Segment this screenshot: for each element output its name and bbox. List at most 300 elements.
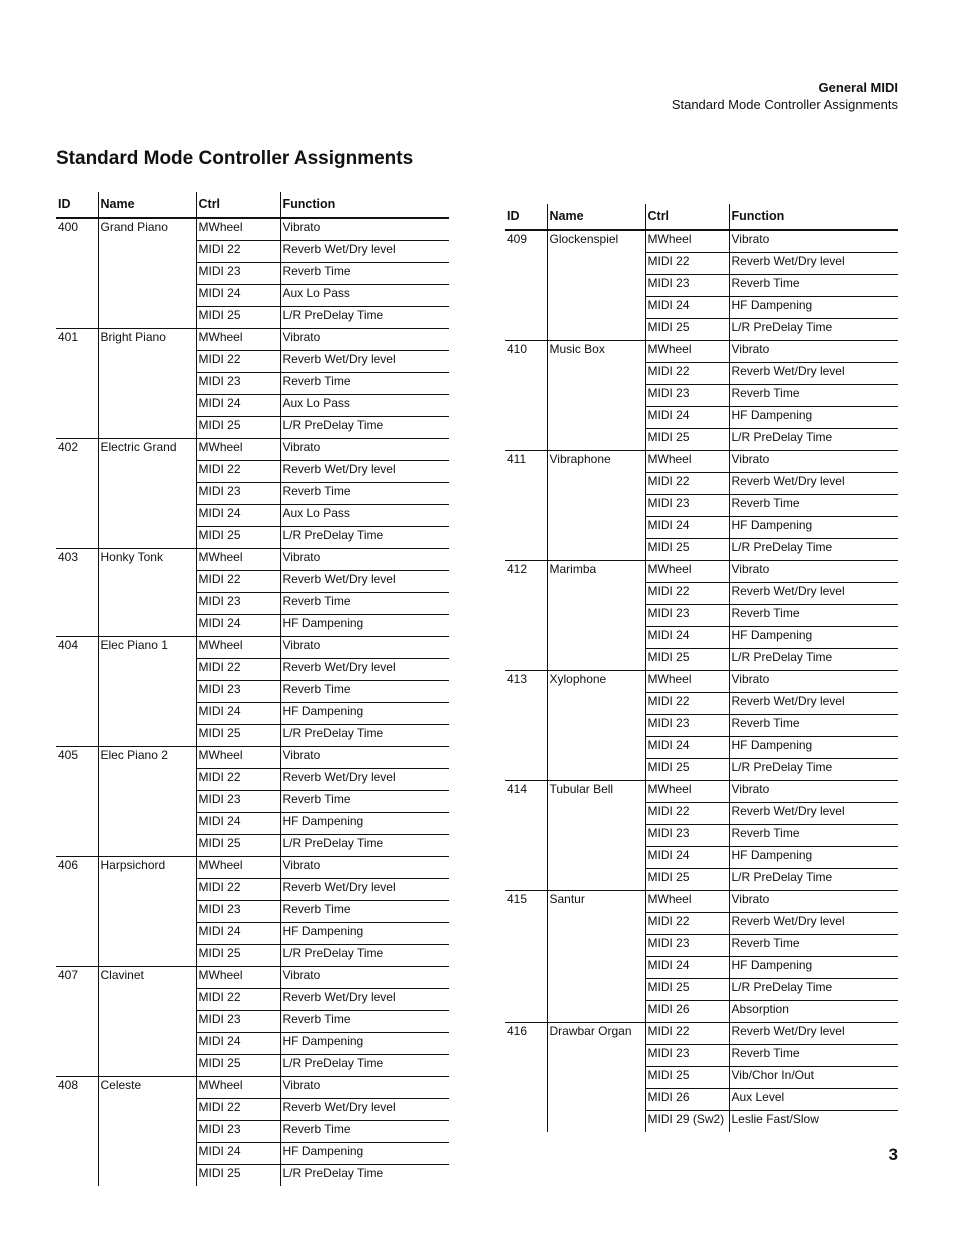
- function-cell: Reverb Time: [280, 681, 449, 703]
- controller-cell: MIDI 22: [196, 659, 280, 681]
- program-name: Honky Tonk: [98, 549, 196, 571]
- controller-cell: MWheel: [645, 781, 729, 803]
- program-id: 413: [505, 671, 547, 693]
- program-id: [505, 275, 547, 297]
- function-cell: Reverb Wet/Dry level: [729, 693, 898, 715]
- table-row: [56, 835, 449, 857]
- table-row: [56, 351, 449, 373]
- program-id: [505, 825, 547, 847]
- program-id: [56, 1011, 98, 1033]
- table-row: [56, 989, 449, 1011]
- table-row: [56, 1143, 449, 1165]
- controller-cell: MIDI 24: [645, 517, 729, 539]
- table-row: [56, 241, 449, 263]
- program-id: [56, 681, 98, 703]
- program-id: 403: [56, 549, 98, 571]
- function-cell: HF Dampening: [729, 957, 898, 979]
- program-id: [56, 989, 98, 1011]
- controller-cell: MWheel: [645, 671, 729, 693]
- table-row: [505, 957, 898, 979]
- program-name: Celeste: [98, 1077, 196, 1099]
- table-row: [505, 803, 898, 825]
- function-cell: Reverb Time: [729, 1045, 898, 1067]
- function-cell: Vibrato: [280, 329, 449, 351]
- program-id: [505, 1067, 547, 1089]
- controller-cell: MIDI 22: [196, 571, 280, 593]
- program-name: [98, 681, 196, 703]
- controller-cell: MIDI 25: [196, 307, 280, 329]
- program-id: [56, 615, 98, 637]
- program-id: [505, 605, 547, 627]
- column-header-id: ID: [505, 204, 547, 230]
- program-name: Tubular Bell: [547, 781, 645, 803]
- program-name: [547, 363, 645, 385]
- function-cell: Vibrato: [280, 637, 449, 659]
- table-row: [505, 737, 898, 759]
- function-cell: Reverb Time: [729, 935, 898, 957]
- program-id: [505, 363, 547, 385]
- program-name: [98, 505, 196, 527]
- table-row: [56, 879, 449, 901]
- function-cell: Vibrato: [280, 218, 449, 241]
- program-id: 404: [56, 637, 98, 659]
- table-row: [505, 407, 898, 429]
- table-row: [56, 285, 449, 307]
- program-name: [547, 1067, 645, 1089]
- program-id: [56, 1143, 98, 1165]
- function-cell: L/R PreDelay Time: [729, 979, 898, 1001]
- program-id: [56, 505, 98, 527]
- controller-cell: MIDI 24: [196, 923, 280, 945]
- column-header-id: ID: [56, 192, 98, 218]
- table-row: [505, 605, 898, 627]
- function-cell: Vibrato: [280, 549, 449, 571]
- program-name: [547, 715, 645, 737]
- function-cell: Absorption: [729, 1001, 898, 1023]
- program-name: [98, 1121, 196, 1143]
- program-name: [547, 583, 645, 605]
- table-row: [505, 979, 898, 1001]
- program-name: [98, 241, 196, 263]
- controller-cell: MIDI 26: [645, 1001, 729, 1023]
- function-cell: HF Dampening: [729, 737, 898, 759]
- program-name: [547, 759, 645, 781]
- table-row: [505, 561, 898, 583]
- function-cell: Vib/Chor In/Out: [729, 1067, 898, 1089]
- program-id: [56, 417, 98, 439]
- table-row: [505, 363, 898, 385]
- function-cell: L/R PreDelay Time: [729, 429, 898, 451]
- controller-cell: MWheel: [645, 561, 729, 583]
- function-cell: Vibrato: [729, 561, 898, 583]
- controller-cell: MIDI 22: [196, 879, 280, 901]
- program-id: [505, 737, 547, 759]
- program-name: Vibraphone: [547, 451, 645, 473]
- function-cell: Aux Lo Pass: [280, 285, 449, 307]
- table-row: [56, 263, 449, 285]
- function-cell: Reverb Wet/Dry level: [280, 659, 449, 681]
- table-row: [56, 857, 449, 879]
- program-name: [547, 825, 645, 847]
- program-name: [98, 725, 196, 747]
- table-row: [56, 307, 449, 329]
- controller-cell: MIDI 24: [645, 407, 729, 429]
- controller-cell: MIDI 23: [196, 681, 280, 703]
- program-name: [98, 395, 196, 417]
- table-row: [56, 329, 449, 351]
- program-id: 402: [56, 439, 98, 461]
- function-cell: L/R PreDelay Time: [729, 539, 898, 561]
- program-name: Elec Piano 1: [98, 637, 196, 659]
- program-id: [56, 725, 98, 747]
- table-row: [56, 637, 449, 659]
- table-row: [56, 461, 449, 483]
- function-cell: Vibrato: [729, 451, 898, 473]
- controller-cell: MIDI 24: [196, 1143, 280, 1165]
- controller-cell: MIDI 23: [196, 263, 280, 285]
- function-cell: HF Dampening: [729, 297, 898, 319]
- table-row: [56, 1121, 449, 1143]
- function-cell: Reverb Time: [280, 373, 449, 395]
- program-name: [98, 1143, 196, 1165]
- table-row: [505, 319, 898, 341]
- table-row: [505, 1045, 898, 1067]
- controller-cell: MIDI 24: [196, 395, 280, 417]
- program-id: [56, 571, 98, 593]
- program-id: [56, 593, 98, 615]
- program-id: [56, 373, 98, 395]
- table-row: [56, 901, 449, 923]
- function-cell: L/R PreDelay Time: [280, 1055, 449, 1077]
- program-id: [505, 539, 547, 561]
- table-row: [505, 495, 898, 517]
- function-cell: L/R PreDelay Time: [729, 649, 898, 671]
- program-name: [98, 835, 196, 857]
- program-name: [547, 517, 645, 539]
- controller-cell: MIDI 23: [645, 605, 729, 627]
- controller-cell: MIDI 22: [645, 913, 729, 935]
- controller-table-right: [505, 204, 898, 1132]
- program-name: [98, 1099, 196, 1121]
- program-id: [56, 1033, 98, 1055]
- program-name: Marimba: [547, 561, 645, 583]
- program-id: [56, 285, 98, 307]
- program-name: [547, 935, 645, 957]
- program-id: [56, 923, 98, 945]
- program-id: [56, 395, 98, 417]
- controller-cell: MWheel: [645, 891, 729, 913]
- program-id: 414: [505, 781, 547, 803]
- program-id: [56, 307, 98, 329]
- controller-cell: MIDI 23: [645, 935, 729, 957]
- column-header-function: Function: [280, 192, 449, 218]
- program-name: [547, 803, 645, 825]
- program-id: [505, 429, 547, 451]
- controller-cell: MIDI 25: [645, 319, 729, 341]
- table-row: [505, 649, 898, 671]
- controller-cell: MIDI 25: [645, 429, 729, 451]
- table-row: [56, 417, 449, 439]
- program-name: [547, 297, 645, 319]
- program-name: [547, 957, 645, 979]
- controller-cell: MIDI 24: [196, 703, 280, 725]
- program-id: [505, 869, 547, 891]
- program-id: [505, 253, 547, 275]
- table-row: [505, 825, 898, 847]
- table-header-row: [56, 192, 449, 218]
- function-cell: Reverb Wet/Dry level: [280, 351, 449, 373]
- controller-cell: MIDI 22: [196, 1099, 280, 1121]
- controller-cell: MIDI 25: [196, 1165, 280, 1187]
- controller-cell: MWheel: [196, 439, 280, 461]
- function-cell: Vibrato: [280, 747, 449, 769]
- function-cell: HF Dampening: [280, 615, 449, 637]
- program-id: [56, 659, 98, 681]
- table-row: [505, 1111, 898, 1133]
- running-header-title: General MIDI: [818, 80, 898, 95]
- table-row: [505, 253, 898, 275]
- controller-cell: MWheel: [196, 1077, 280, 1099]
- table-row: [505, 1089, 898, 1111]
- program-name: [547, 539, 645, 561]
- program-name: Drawbar Organ: [547, 1023, 645, 1045]
- program-id: 406: [56, 857, 98, 879]
- table-row: [56, 218, 449, 241]
- table-row: [505, 869, 898, 891]
- program-name: [98, 263, 196, 285]
- function-cell: HF Dampening: [280, 923, 449, 945]
- program-id: 411: [505, 451, 547, 473]
- program-name: [547, 979, 645, 1001]
- page-title: Standard Mode Controller Assignments: [56, 148, 414, 169]
- program-id: 408: [56, 1077, 98, 1099]
- program-name: [547, 627, 645, 649]
- program-id: [505, 319, 547, 341]
- table-row: [505, 429, 898, 451]
- function-cell: Reverb Wet/Dry level: [729, 913, 898, 935]
- program-name: [98, 813, 196, 835]
- function-cell: L/R PreDelay Time: [280, 527, 449, 549]
- program-id: [505, 715, 547, 737]
- table-row: [56, 1055, 449, 1077]
- controller-cell: MIDI 25: [645, 539, 729, 561]
- function-cell: Aux Lo Pass: [280, 395, 449, 417]
- function-cell: Reverb Time: [280, 263, 449, 285]
- function-cell: Reverb Time: [280, 1121, 449, 1143]
- controller-cell: MIDI 25: [645, 759, 729, 781]
- function-cell: Reverb Time: [280, 901, 449, 923]
- controller-cell: MIDI 23: [645, 385, 729, 407]
- function-cell: HF Dampening: [729, 847, 898, 869]
- table-row: [505, 627, 898, 649]
- controller-cell: MIDI 22: [645, 473, 729, 495]
- program-name: [547, 1045, 645, 1067]
- table-row: [505, 517, 898, 539]
- program-id: [505, 385, 547, 407]
- controller-cell: MIDI 22: [196, 241, 280, 263]
- table-row: [56, 1033, 449, 1055]
- function-cell: HF Dampening: [280, 703, 449, 725]
- table-row: [56, 769, 449, 791]
- program-name: [98, 945, 196, 967]
- function-cell: Aux Level: [729, 1089, 898, 1111]
- program-id: [505, 517, 547, 539]
- program-name: [547, 473, 645, 495]
- function-cell: HF Dampening: [280, 1143, 449, 1165]
- program-name: [98, 901, 196, 923]
- function-cell: L/R PreDelay Time: [280, 1165, 449, 1187]
- program-id: [505, 979, 547, 1001]
- function-cell: Reverb Wet/Dry level: [280, 1099, 449, 1121]
- function-cell: Reverb Wet/Dry level: [280, 461, 449, 483]
- controller-cell: MIDI 25: [645, 869, 729, 891]
- column-header-name: Name: [547, 204, 645, 230]
- program-name: [547, 429, 645, 451]
- controller-cell: MWheel: [645, 230, 729, 253]
- program-name: Elec Piano 2: [98, 747, 196, 769]
- running-header-subtitle: Standard Mode Controller Assignments: [671, 97, 898, 112]
- function-cell: Reverb Time: [280, 483, 449, 505]
- function-cell: Reverb Time: [729, 715, 898, 737]
- controller-cell: MIDI 22: [196, 989, 280, 1011]
- function-cell: Reverb Wet/Dry level: [280, 769, 449, 791]
- controller-cell: MIDI 23: [196, 791, 280, 813]
- program-id: [56, 703, 98, 725]
- controller-table-left: [56, 192, 449, 1186]
- program-name: [98, 1011, 196, 1033]
- controller-cell: MIDI 22: [196, 351, 280, 373]
- function-cell: Reverb Wet/Dry level: [280, 241, 449, 263]
- program-name: [547, 649, 645, 671]
- program-name: [98, 703, 196, 725]
- table-row: [505, 275, 898, 297]
- controller-cell: MWheel: [196, 857, 280, 879]
- controller-cell: MIDI 25: [196, 527, 280, 549]
- function-cell: Reverb Wet/Dry level: [729, 363, 898, 385]
- controller-cell: MIDI 25: [645, 979, 729, 1001]
- column-header-name: Name: [98, 192, 196, 218]
- controller-cell: MIDI 25: [196, 835, 280, 857]
- program-id: [56, 1099, 98, 1121]
- program-id: 400: [58, 220, 79, 234]
- program-name: [98, 615, 196, 637]
- function-cell: Reverb Time: [280, 1011, 449, 1033]
- controller-cell: MIDI 24: [645, 957, 729, 979]
- table-row: [505, 473, 898, 495]
- table-row: [56, 373, 449, 395]
- table-row: [56, 395, 449, 417]
- table-row: [56, 615, 449, 637]
- controller-cell: MIDI 25: [196, 725, 280, 747]
- table-row: [505, 913, 898, 935]
- program-name: [98, 989, 196, 1011]
- function-cell: Vibrato: [280, 439, 449, 461]
- function-cell: HF Dampening: [729, 517, 898, 539]
- program-id: [56, 945, 98, 967]
- program-id: [505, 847, 547, 869]
- program-name: [547, 1001, 645, 1023]
- function-cell: Vibrato: [729, 671, 898, 693]
- program-id: [56, 461, 98, 483]
- program-id: [56, 263, 98, 285]
- table-row: [56, 967, 449, 989]
- program-name: [547, 869, 645, 891]
- table-row: [56, 505, 449, 527]
- program-id: [505, 693, 547, 715]
- function-cell: Vibrato: [729, 781, 898, 803]
- program-name: [98, 923, 196, 945]
- function-cell: L/R PreDelay Time: [280, 725, 449, 747]
- program-id: [505, 407, 547, 429]
- program-name: [547, 253, 645, 275]
- controller-cell: MIDI 26: [645, 1089, 729, 1111]
- program-id: [505, 759, 547, 781]
- program-name: Clavinet: [98, 967, 196, 989]
- program-name: [98, 1165, 196, 1187]
- table-row: [505, 583, 898, 605]
- table-row: [56, 1099, 449, 1121]
- program-name: Glockenspiel: [547, 230, 645, 253]
- column-header-ctrl: Ctrl: [645, 204, 729, 230]
- controller-cell: MIDI 25: [645, 1067, 729, 1089]
- program-name: [98, 461, 196, 483]
- program-name: [547, 407, 645, 429]
- table-row: [505, 1067, 898, 1089]
- program-name: [547, 605, 645, 627]
- controller-cell: MIDI 23: [645, 715, 729, 737]
- program-name: [98, 791, 196, 813]
- program-name: Xylophone: [547, 671, 645, 693]
- program-id: [56, 769, 98, 791]
- program-id: [505, 649, 547, 671]
- program-id: [505, 803, 547, 825]
- controller-cell: MWheel: [196, 549, 280, 571]
- table-row: [56, 571, 449, 593]
- program-name: [98, 527, 196, 549]
- function-cell: Reverb Time: [729, 825, 898, 847]
- program-id: 401: [56, 329, 98, 351]
- controller-cell: MIDI 23: [196, 373, 280, 395]
- table-row: [505, 671, 898, 693]
- program-id: [505, 495, 547, 517]
- controller-cell: MIDI 24: [196, 615, 280, 637]
- table-row: [505, 297, 898, 319]
- column-header-ctrl: Ctrl: [196, 192, 280, 218]
- table-row: [56, 681, 449, 703]
- program-name: [547, 1111, 645, 1133]
- controller-cell: MIDI 23: [645, 825, 729, 847]
- function-cell: HF Dampening: [280, 813, 449, 835]
- table-row: [56, 593, 449, 615]
- controller-cell: MIDI 23: [196, 593, 280, 615]
- program-id: [505, 935, 547, 957]
- function-cell: Reverb Wet/Dry level: [729, 473, 898, 495]
- table-row: [505, 759, 898, 781]
- controller-cell: MIDI 22: [645, 693, 729, 715]
- controller-cell: MIDI 24: [196, 505, 280, 527]
- program-id: [505, 627, 547, 649]
- controller-cell: MIDI 22: [645, 583, 729, 605]
- program-name: Grand Piano: [98, 218, 196, 241]
- controller-cell: MIDI 23: [645, 275, 729, 297]
- program-id: [56, 351, 98, 373]
- function-cell: L/R PreDelay Time: [280, 417, 449, 439]
- program-name: [98, 285, 196, 307]
- program-name: [98, 1033, 196, 1055]
- table-row: [505, 341, 898, 363]
- program-name: [98, 417, 196, 439]
- table-row: [56, 725, 449, 747]
